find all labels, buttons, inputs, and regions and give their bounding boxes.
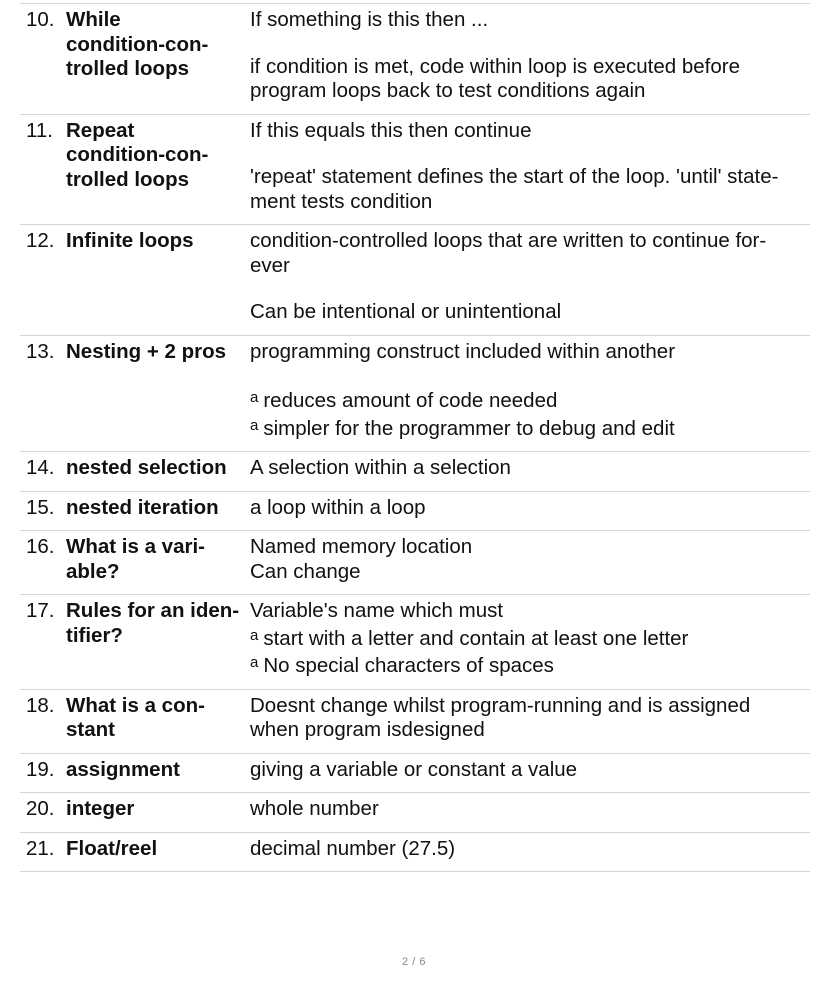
row-number: 14. <box>26 456 55 479</box>
row-definition <box>250 8 810 104</box>
definition-text: whole number <box>250 797 379 820</box>
definition-spacer <box>250 278 810 300</box>
row-term: Float/reel <box>66 836 158 860</box>
definition-text: programming construct included within another <box>250 339 676 363</box>
definition-line <box>250 496 810 521</box>
definition-line <box>250 119 810 144</box>
definition-text: reduces amount of code needed <box>263 389 558 412</box>
definition-text: condition-controlled loops that are written to continue for- <box>250 229 767 252</box>
definition-spacer <box>250 143 810 165</box>
row-number: 18. <box>26 693 55 717</box>
row-term: What is a con- stant <box>66 693 205 741</box>
row-definition <box>250 599 810 679</box>
row-definition <box>250 340 810 442</box>
row-definition <box>250 694 810 743</box>
definition-line <box>250 165 810 190</box>
table-row <box>20 225 810 336</box>
definition-line <box>250 55 810 80</box>
definition-line <box>250 758 810 783</box>
definition-spacer <box>250 364 810 386</box>
row-term: What is a vari- able? <box>66 535 205 583</box>
row-number: 11. <box>26 118 53 142</box>
row-term: Repeat condition-con- trolled loops <box>66 118 209 191</box>
table-row <box>20 452 810 492</box>
table-row <box>20 4 810 115</box>
definition-spacer <box>250 33 810 55</box>
row-definition <box>250 758 810 783</box>
definition-text: simpler for the programmer to debug and edit <box>263 416 675 440</box>
row-definition <box>250 496 810 521</box>
table-row <box>20 115 810 226</box>
definition-text: If this equals this then continue <box>250 118 532 142</box>
definition-text: when program isdesigned <box>250 718 485 741</box>
definition-text: decimal number (27.5) <box>250 836 456 860</box>
definition-line <box>250 414 810 442</box>
row-term: Nesting + 2 pros <box>66 339 227 363</box>
definition-line <box>250 651 810 679</box>
row-term: nested iteration <box>66 495 219 519</box>
definition-line <box>250 8 810 33</box>
row-definition <box>250 535 810 584</box>
bullet-marker: a <box>250 626 259 644</box>
table-row <box>20 336 810 453</box>
row-number: 20. <box>26 797 55 820</box>
definition-line <box>250 797 810 822</box>
definition-line <box>250 254 810 279</box>
definition-text: Doesnt change whilst program-running and is assigned <box>250 693 751 717</box>
definition-line <box>250 694 810 719</box>
definition-text: If something is this then ... <box>250 8 489 31</box>
row-term: nested selection <box>66 456 227 479</box>
row-definition <box>250 456 810 481</box>
table-row <box>20 833 810 873</box>
table-row <box>20 531 810 595</box>
definition-text: if condition is met, code within loop is executed before <box>250 54 740 78</box>
glossary-table <box>20 3 810 872</box>
row-term: While condition-con- trolled loops <box>66 8 209 80</box>
bullet-marker: a <box>250 416 259 434</box>
definition-line <box>250 599 810 624</box>
definition-line <box>250 386 810 414</box>
row-definition <box>250 229 810 325</box>
bullet-marker: a <box>250 389 259 406</box>
table-row <box>20 793 810 833</box>
row-term: integer <box>66 797 135 820</box>
bullet-marker: a <box>250 654 259 671</box>
definition-text: No special characters of spaces <box>263 654 554 677</box>
row-definition <box>250 797 810 822</box>
row-number: 13. <box>26 339 55 363</box>
row-term: Rules for an iden- tifier? <box>66 599 240 647</box>
table-row <box>20 754 810 794</box>
definition-text: Named memory location <box>250 535 473 558</box>
row-term: Infinite loops <box>66 229 194 252</box>
definition-line <box>250 624 810 652</box>
definition-line <box>250 456 810 481</box>
row-number: 17. <box>26 599 55 622</box>
definition-line <box>250 300 810 325</box>
definition-text: Variable's name which must <box>250 599 504 622</box>
row-number: 16. <box>26 535 55 558</box>
definition-line <box>250 837 810 862</box>
row-definition <box>250 837 810 862</box>
definition-text: giving a variable or constant a value <box>250 757 578 781</box>
row-number: 21. <box>26 836 55 860</box>
definition-text: ever <box>250 253 290 277</box>
definition-text: Can be intentional or unintentional <box>250 300 562 323</box>
row-number: 15. <box>26 495 55 519</box>
row-definition <box>250 119 810 215</box>
definition-line <box>250 560 810 585</box>
definition-text: program loops back to test conditions again <box>250 79 646 102</box>
definition-line <box>250 79 810 104</box>
table-row <box>20 690 810 754</box>
definition-line <box>250 190 810 215</box>
row-term: assignment <box>66 757 180 781</box>
definition-text: Can change <box>250 559 361 583</box>
definition-text: start with a letter and contain at least one letter <box>263 626 689 650</box>
row-number: 12. <box>26 229 55 252</box>
definition-line <box>250 535 810 560</box>
definition-text: ment tests condition <box>250 189 433 213</box>
row-number: 19. <box>26 757 55 781</box>
definition-text: a loop within a loop <box>250 495 426 519</box>
page-indicator: 2 / 6 <box>402 956 426 968</box>
definition-line <box>250 718 810 743</box>
table-row <box>20 492 810 532</box>
row-number: 10. <box>26 8 55 31</box>
table-row <box>20 595 810 690</box>
definition-text: 'repeat' statement defines the start of the loop. 'until' state- <box>250 165 779 188</box>
definition-text: A selection within a selection <box>250 456 511 479</box>
definition-line <box>250 340 810 365</box>
definition-line <box>250 229 810 254</box>
